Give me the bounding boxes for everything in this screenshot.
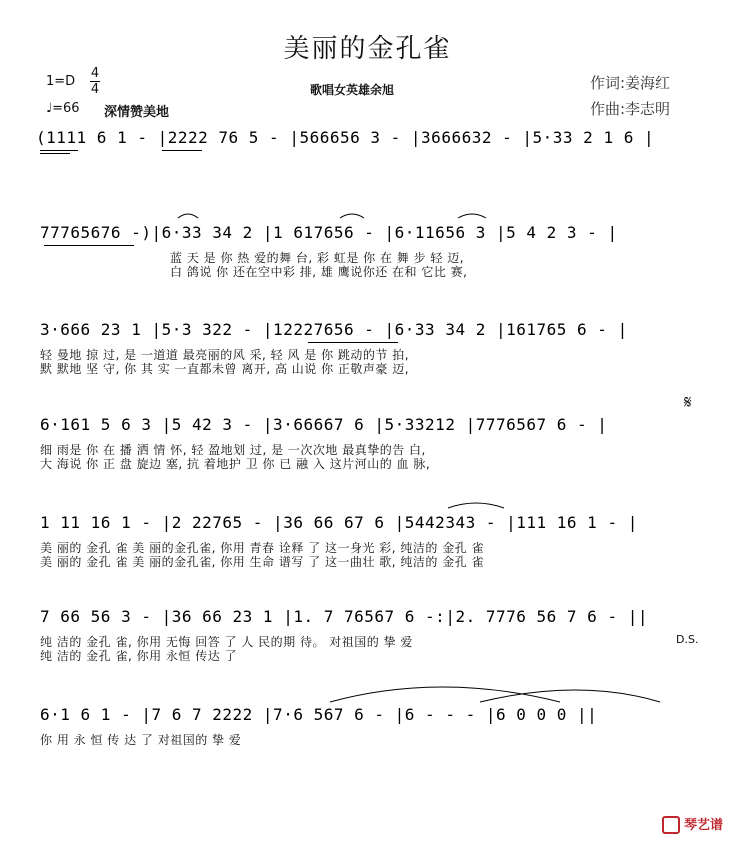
score-row-2: 77765676 -)|6·33 34 2 |1 617656 - |6·11656 3 |5 4 2 3 - | (40, 223, 618, 242)
lyricist-credit: 作词:姜海红 (590, 74, 671, 92)
score-row-1: (1111 6 1 - |2222 76 5 - |566656 3 - |3666632 - |5·33 2 1 6 | (36, 128, 655, 147)
score-row-3: 3·666 23 1 |5·3 322 - |12227656 - |6·33 34 2 |161765 6 - | (40, 320, 628, 339)
lyrics-row-5-verse-1: 美 丽的 金孔 雀 美 丽的金孔雀, 你用 青春 诠释 了 这一身光 彩, 纯洁的 金孔 雀 (40, 541, 485, 555)
score-row-6: 7 66 56 3 - |36 66 23 1 |1. 7 76567 6 -:|2. 7776 56 7 6 - || (40, 607, 648, 626)
lyrics-row-3-verse-1: 轻 曼地 掠 过, 是 一道道 最亮丽的风 采, 轻 风 是 你 跳动的节 拍, (40, 348, 410, 362)
lyrics-row-4-verse-2: 大 海说 你 正 盘 旋边 塞, 抗 着地护 卫 你 已 融 入 这片河山的 血 脉, (40, 457, 431, 471)
tempo-marking: ♩=66 (46, 101, 80, 116)
score-row-4: 6·161 5 6 3 |5 42 3 - |3·66667 6 |5·33212 |7776567 6 - | (40, 415, 608, 434)
time-signature-top: 4 (90, 66, 100, 81)
expression-marking: 深情赞美地 (104, 105, 170, 120)
composer-credit: 作曲:李志明 (590, 100, 671, 118)
lyrics-row-3-verse-2: 默 默地 坚 守, 你 其 实 一直都未曾 离开, 高 山说 你 正敬声豪 迈, (40, 362, 410, 376)
lyrics-row-6-verse-1: 纯 洁的 金孔 雀, 你用 无悔 回答 了 人 民的期 待。 对祖国的 挚 爱 (40, 635, 413, 649)
site-logo-icon (662, 816, 680, 834)
site-watermark: 琴艺谱 (662, 814, 723, 835)
score-row-7: 6·1 6 1 - |7 6 7 2222 |7·6 567 6 - |6 - - - |6 0 0 0 || (40, 705, 598, 724)
lyrics-row-2-verse-2: 白 鸽说 你 还在空中彩 排, 雄 鹰说你还 在和 它比 赛, (170, 265, 468, 279)
lyrics-row-6-verse-2: 纯 洁的 金孔 雀, 你用 永恒 传达 了 (40, 649, 238, 663)
song-title: 美丽的金孔雀 (283, 34, 452, 64)
ds-marking: D.S. (676, 633, 699, 646)
lyrics-row-7-verse-1: 你 用 永 恒 传 达 了 对祖国的 挚 爱 (40, 733, 242, 747)
key-signature: 1=D (46, 74, 76, 89)
time-signature-bottom: 4 (90, 82, 100, 97)
score-row-5: 1 11 16 1 - |2 22765 - |36 66 67 6 |5442343 - |111 16 1 - | (40, 513, 638, 532)
segno-sign: 𝄋 (684, 392, 692, 413)
lyrics-row-4-verse-1: 细 雨是 你 在 播 洒 情 怀, 轻 盈地划 过, 是 一次次地 最真挚的告 白, (40, 443, 426, 457)
lyrics-row-5-verse-2: 美 丽的 金孔 雀 美 丽的金孔雀, 你用 生命 谱写 了 这一曲壮 歌, 纯洁的 金孔 雀 (40, 555, 485, 569)
singer-line: 歌唱女英雄余旭 (310, 83, 395, 97)
lyrics-row-2-verse-1: 蓝 天 是 你 热 爱的舞 台, 彩 虹是 你 在 舞 步 轻 迈, (170, 251, 465, 265)
